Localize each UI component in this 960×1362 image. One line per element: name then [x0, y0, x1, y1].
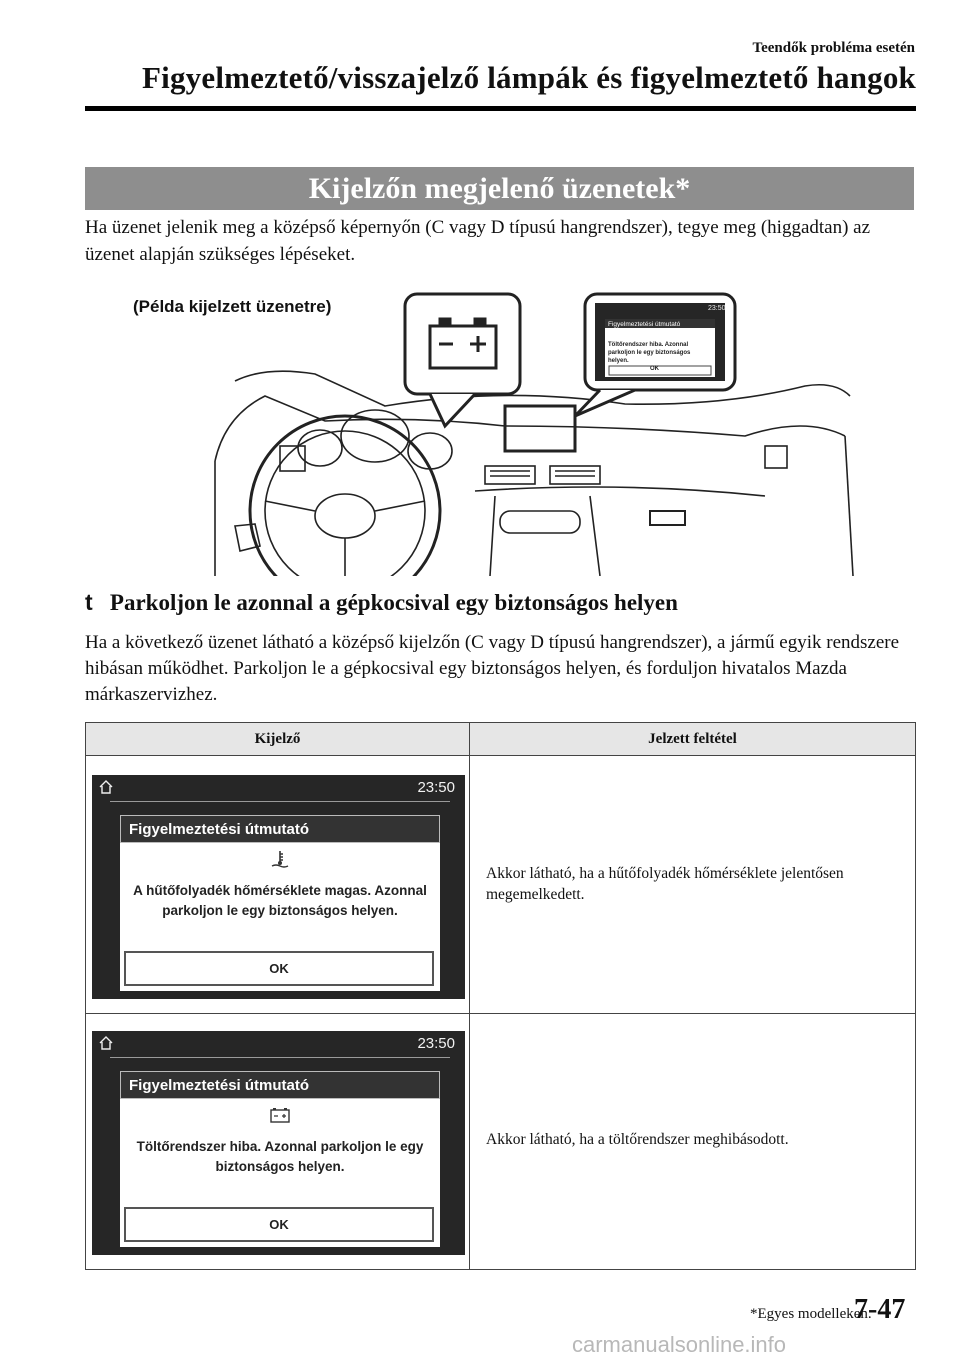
home-icon	[98, 1035, 114, 1051]
battery-icon	[268, 1105, 292, 1125]
dashboard-illustration	[205, 286, 855, 576]
header-rule	[85, 106, 916, 111]
section-marker: t	[85, 589, 93, 615]
screen-time: 23:50	[417, 1035, 455, 1052]
screen-divider	[110, 801, 450, 802]
screen-time: 23:50	[417, 779, 455, 796]
column-divider	[469, 723, 470, 1269]
column-header-condition: Jelzett feltétel	[648, 731, 737, 747]
message-table	[85, 722, 916, 1270]
display-screen-coolant	[92, 775, 465, 999]
dialog-title: Figyelmeztetési útmutató	[120, 815, 440, 843]
condition-text-coolant: Akkor látható, ha a hűtőfolyadék hőmérséklete jelentősen megemelkedett.	[486, 865, 844, 903]
row-divider	[86, 1013, 915, 1014]
intro-paragraph: Ha üzenet jelenik meg a középső képernyőn (C vagy D típusú hangrendszer), tegye meg (higgadtan) az üzenet alapján szükséges lépéseket.	[85, 217, 871, 265]
mini-screen-message: Töltőrendszer hiba. Azonnal parkoljon le egy biztonságos helyen.	[608, 342, 691, 364]
condition-text-charging: Akkor látható, ha a töltőrendszer meghibásodott.	[486, 1131, 789, 1148]
screen-divider	[110, 1057, 450, 1058]
home-icon	[98, 779, 114, 795]
section-title: Parkoljon le azonnal a gépkocsival egy biztonságos helyen	[109, 590, 678, 615]
mini-screen-title: Figyelmeztetési útmutató	[608, 321, 681, 328]
display-screen-charging	[92, 1031, 465, 1255]
page-title: Figyelmeztető/visszajelző lámpák és figyelmeztető hangok	[142, 60, 916, 95]
mini-screen-ok: OK	[650, 366, 659, 372]
watermark: carmanualsonline.info	[572, 1332, 787, 1357]
running-header-section: Teendők probléma esetén	[752, 40, 915, 56]
footnote: *Egyes modelleken.	[750, 1306, 872, 1322]
figure-caption: (Példa kijelzett üzenetre)	[133, 297, 332, 316]
dialog-title: Figyelmeztetési útmutató	[120, 1071, 440, 1099]
page-number: 7-47	[854, 1294, 906, 1325]
dialog-message: A hűtőfolyadék hőmérséklete magas. Azonnal parkoljon le egy biztonságos helyen.	[133, 883, 427, 918]
section-body: Ha a következő üzenet látható a középső kijelzőn (C vagy D típusú hangrendszer), a jármű egyik rendszere hibásan működhet. Parkoljon le a gépkocsival egy biztonságos helyen, és forduljon hivatalos Mazda márkaszervizhez.	[85, 632, 900, 705]
mini-screen-time: 23:50	[708, 305, 726, 312]
section-banner: Kijelzőn megjelenő üzenetek*	[85, 167, 914, 210]
ok-button[interactable]: OK	[124, 951, 434, 986]
ok-button[interactable]: OK	[124, 1207, 434, 1242]
dialog-message: Töltőrendszer hiba. Azonnal parkoljon le egy biztonságos helyen.	[136, 1139, 424, 1174]
warning-dialog	[120, 815, 440, 991]
coolant-temperature-icon	[268, 849, 292, 869]
column-header-display: Kijelző	[254, 731, 301, 747]
section-heading	[85, 589, 678, 616]
table-header	[86, 723, 915, 756]
warning-dialog	[120, 1071, 440, 1247]
